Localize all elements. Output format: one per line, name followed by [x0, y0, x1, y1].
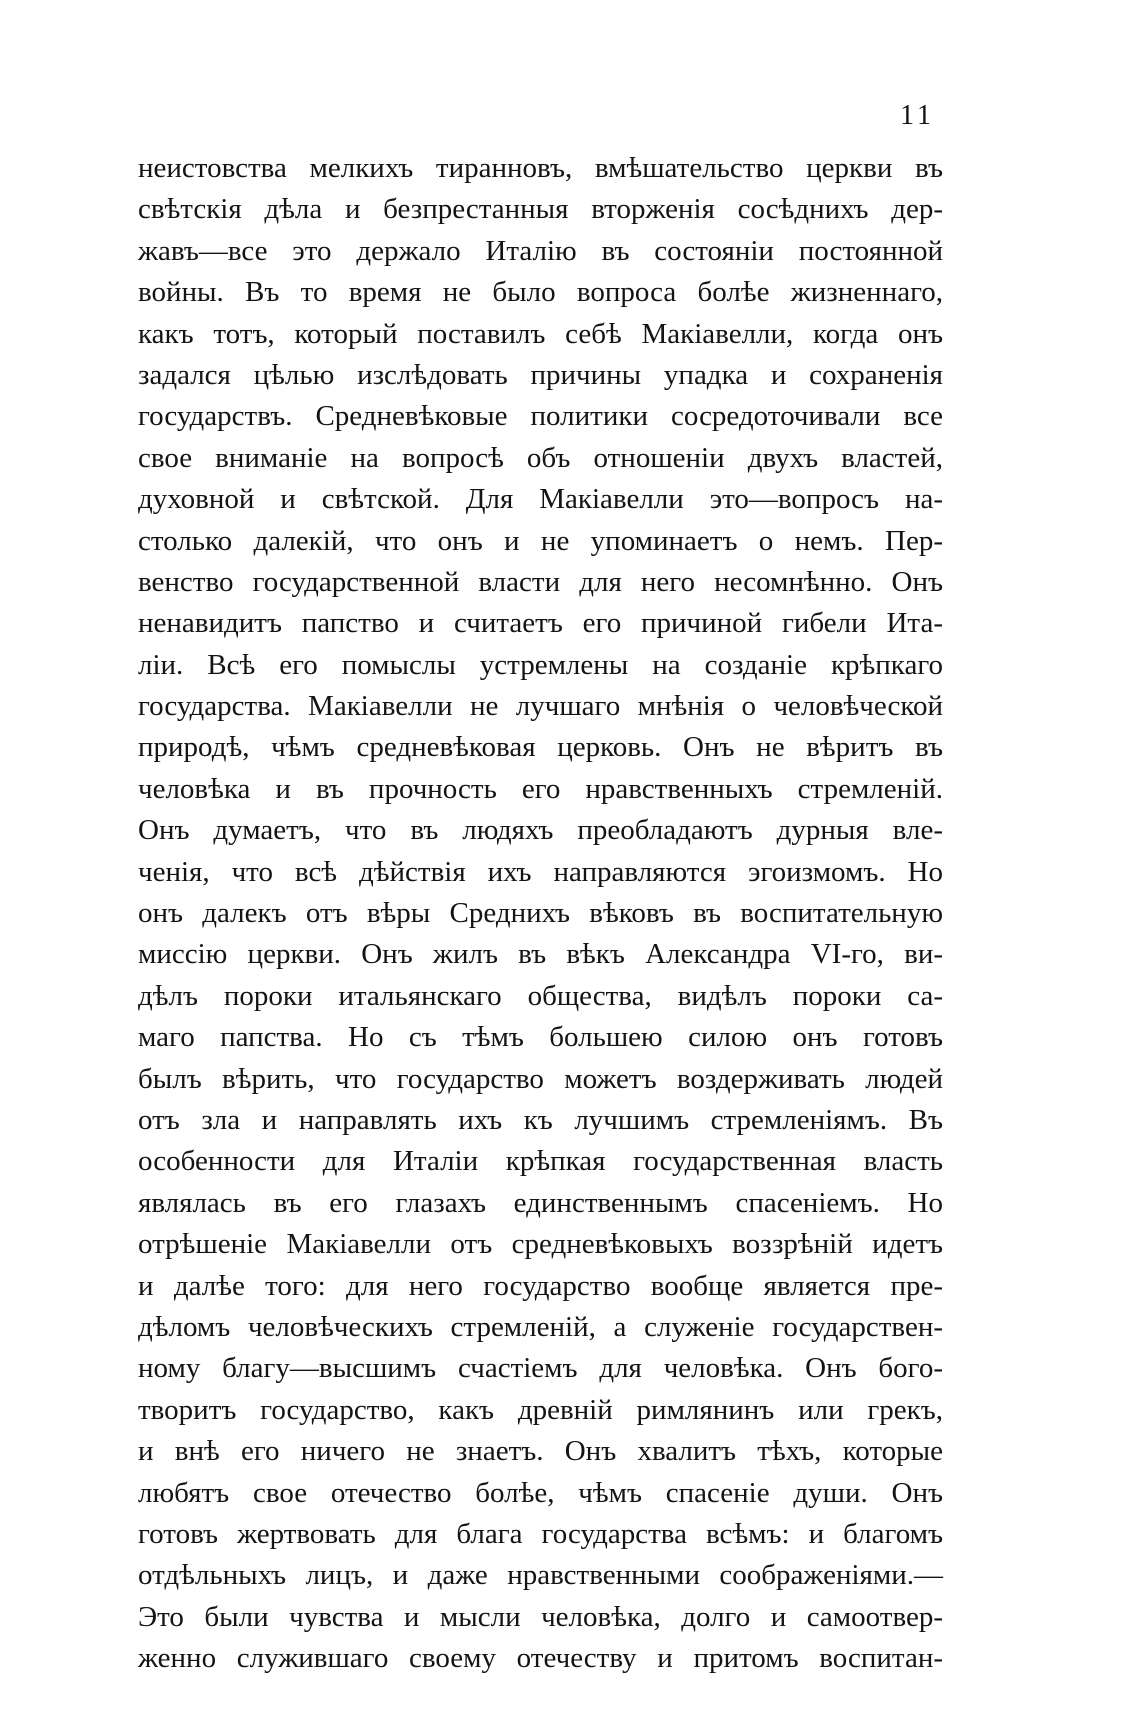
text-line: былъ вѣрить, что государство можетъ воздерживать людей	[138, 1062, 943, 1095]
text-line: отдѣльныхъ лицъ, и даже нравственными соображеніями.—	[138, 1559, 943, 1592]
body-text	[138, 148, 943, 1679]
page-number: 11	[900, 100, 935, 131]
text-line: готовъ жертвовать для блага государства всѣмъ: и благомъ	[138, 1517, 943, 1550]
text-line: ненавидитъ папство и считаетъ его причиной гибели Ита-	[138, 607, 943, 640]
text-line: Это были чувства и мысли человѣка, долго и самоотвер-	[138, 1600, 943, 1633]
text-line: онъ далекъ отъ вѣры Среднихъ вѣковъ въ воспитательную	[138, 897, 943, 930]
text-line: войны. Въ то время не было вопроса болѣе жизненнаго,	[138, 276, 943, 309]
text-line: жавъ—все это держало Италію въ состояніи постоянной	[138, 234, 943, 267]
text-line: неистовства мелкихъ тиранновъ, вмѣшательство церкви въ	[138, 152, 943, 184]
text-line: человѣка и въ прочность его нравственныхъ стремленій.	[138, 772, 943, 805]
text-line: государства. Макіавелли не лучшаго мнѣнія о человѣческой	[138, 690, 943, 723]
text-line: венство государственной власти для него несомнѣнно. Онъ	[138, 565, 943, 598]
text-line: столько далекій, что онъ и не упоминаетъ о немъ. Пер-	[138, 524, 943, 557]
text-line: маго папства. Но съ тѣмъ большею силою онъ готовъ	[138, 1021, 943, 1054]
text-line: Онъ думаетъ, что въ людяхъ преобладаютъ дурныя вле-	[138, 814, 943, 847]
text-line: свое вниманіе на вопросѣ объ отношеніи двухъ властей,	[138, 441, 943, 474]
text-line: отъ зла и направлять ихъ къ лучшимъ стремленіямъ. Въ	[138, 1103, 943, 1136]
text-line: какъ тотъ, который поставилъ себѣ Макіавелли, когда онъ	[138, 317, 943, 350]
text-line: женно служившаго своему отечеству и притомъ воспитан-	[138, 1642, 943, 1675]
text-line: дѣлъ пороки итальянскаго общества, видѣлъ пороки са-	[138, 979, 943, 1012]
text-line: духовной и свѣтской. Для Макіавелли это—вопросъ на-	[138, 483, 943, 516]
text-line: являлась въ его глазахъ единственнымъ спасеніемъ. Но	[138, 1186, 943, 1219]
text-line: задался цѣлью изслѣдовать причины упадка и сохраненія	[138, 358, 943, 391]
text-line: природѣ, чѣмъ средневѣковая церковь. Онъ не вѣритъ въ	[138, 731, 943, 764]
text-line: особенности для Италіи крѣпкая государственная власть	[138, 1145, 943, 1178]
text-line: свѣтскія дѣла и безпрестанныя вторженія сосѣднихъ дер-	[138, 193, 943, 226]
text-line: творитъ государство, какъ древній римлянинъ или грекъ,	[138, 1393, 943, 1426]
text-line: дѣломъ человѣческихъ стремленій, а служеніе государствен-	[138, 1310, 943, 1343]
text-line: государствъ. Средневѣковые политики сосредоточивали все	[138, 400, 943, 433]
text-line: любятъ свое отечество болѣе, чѣмъ спасеніе души. Онъ	[138, 1476, 943, 1509]
text-line: и внѣ его ничего не знаетъ. Онъ хвалитъ тѣхъ, которые	[138, 1435, 943, 1468]
text-line: ліи. Всѣ его помыслы устремлены на созданіе крѣпкаго	[138, 648, 943, 681]
text-line: ному благу—высшимъ счастіемъ для человѣка. Онъ бого-	[138, 1352, 943, 1385]
text-line: отрѣшеніе Макіавелли отъ средневѣковыхъ воззрѣній идетъ	[138, 1228, 943, 1261]
text-line: миссію церкви. Онъ жилъ въ вѣкъ Александра VI-го, ви-	[138, 938, 943, 971]
text-line: ченія, что всѣ дѣйствія ихъ направляются эгоизмомъ. Но	[138, 855, 943, 888]
text-line: и далѣе того: для него государство вообще является пре-	[138, 1269, 943, 1302]
